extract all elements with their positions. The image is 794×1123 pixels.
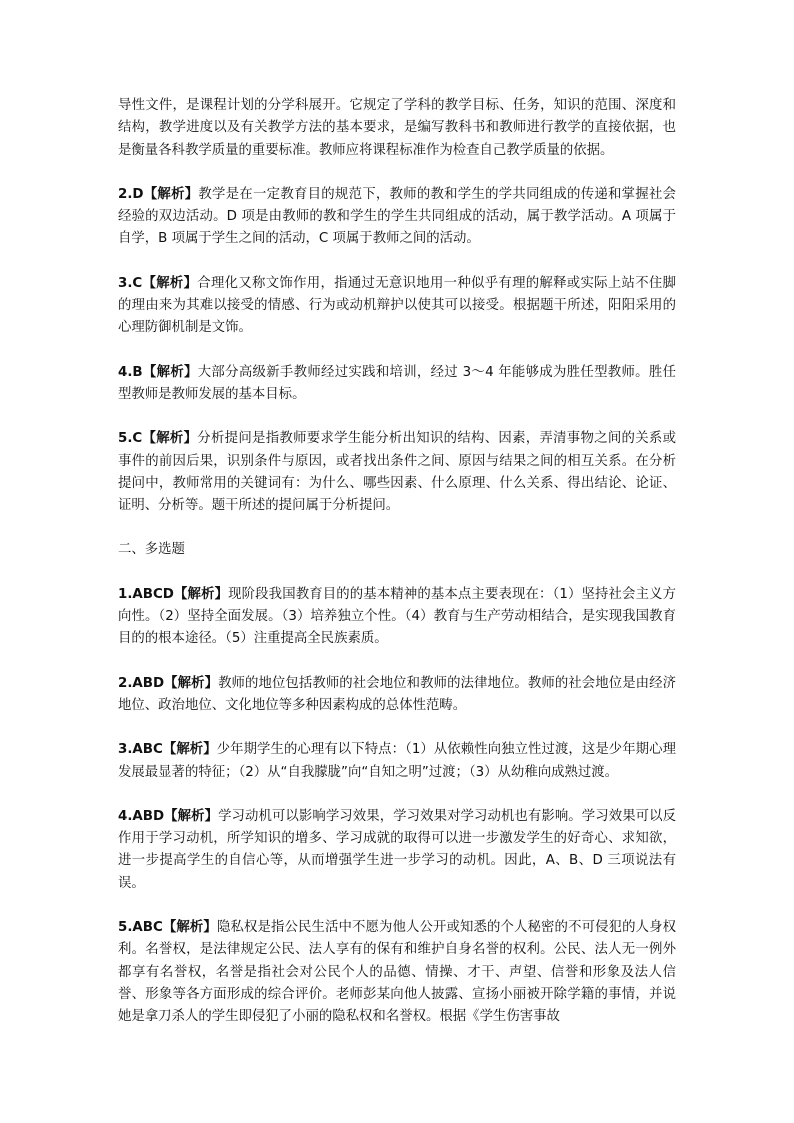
answer-paragraph [118, 584, 676, 651]
answer-text: 现阶段我国教育目的的基本精神的基本点主要表现在：（1）坚持社会主义方向性。（2）坚持全面发展。（3）培养独立个性。（4）教育与生产劳动相结合，是实现我国教育目的的根本途径。（5）注重提高全民族素质。 [118, 586, 676, 647]
answer-text: 学习动机可以影响学习效果，学习效果对学习动机也有影响。学习效果可以反作用于学习动机，所学知识的增多、学习成就的取得可以进一步激发学生的好奇心、求知欲，进一步提高学生的自信心等，从而增强学生进一步学习的动机。因此，A、B、D 三项说法有误。 [118, 808, 677, 891]
answer-paragraph [118, 673, 676, 718]
answer-key: 5.C【解析】 [118, 431, 198, 447]
answer-key: 4.B【解析】 [118, 364, 198, 380]
answer-key: 2.D【解析】 [118, 186, 199, 202]
answer-paragraph [118, 273, 676, 340]
answer-paragraph [118, 806, 676, 895]
answer-paragraph [118, 184, 676, 251]
answer-text: 大部分高级新手教师经过实践和培训，经过 3～4 年能够成为胜任型教师。胜任型教师是教师发展的基本目标。 [118, 364, 676, 402]
document-page [118, 95, 676, 1029]
answer-paragraph [118, 917, 676, 1028]
answer-text: 少年期学生的心理有以下特点：（1）从依赖性向独立性过渡，这是少年期心理发展最显著的特征；（2）从“自我朦胧”向“自知之明”过渡；（3）从幼稚向成熟过渡。 [118, 742, 676, 780]
answer-key: 1.ABCD【解析】 [118, 586, 229, 602]
answer-text: 分析提问是指教师要求学生能分析出知识的结构、因素，弄清事物之间的关系或事件的前因后果，识别条件与原因，或者找出条件之间、原因与结果之间的相互关系。在分析提问中，教师常用的关键词有：为什么、哪些因素、什么原理、什么关系、得出结论、论证、证明、分析等。题干所述的提问属于分析提问。 [118, 431, 677, 514]
answer-text: 隐私权是指公民生活中不愿为他人公开或知悉的个人秘密的不可侵犯的人身权利。名誉权，是法律规定公民、法人享有的保有和维护自身名誉的权利。公民、法人无一例外都享有名誉权，名誉是指社会对公民个人的品德、情操、才干、声望、信誉和形象及法人信誉、形象等各方面形成的综合评价。老师彭某向他人披露、宣扬小丽被开除学籍的事情，并说她是拿刀杀人的学生即侵犯了小丽的隐私权和名誉权。根据《学生伤害事故 [118, 920, 676, 1025]
answer-text: 导性文件，是课程计划的分学科展开。它规定了学科的教学目标、任务，知识的范围、深度和结构，教学进度以及有关教学方法的基本要求，是编写教科书和教师进行教学的直接依据，也是衡量各科教学质量的重要标准。教师应将课程标准作为检查自己教学质量的依据。 [118, 98, 676, 158]
answer-text: 教学是在一定教育目的规范下，教师的教和学生的学共同组成的传递和掌握社会经验的双边活动。D 项是由教师的教和学生的学生共同组成的活动，属于教学活动。A 项属于自学，B 项属于学生之间的活动，C 项属于教师之间的活动。 [118, 186, 676, 247]
answer-key: 2.ABD【解析】 [118, 675, 219, 691]
answer-key: 3.ABC【解析】 [118, 742, 217, 758]
answer-paragraph [118, 362, 676, 407]
answer-key: 5.ABC【解析】 [118, 920, 217, 936]
answer-key: 3.C【解析】 [118, 275, 198, 291]
answer-text: 教师的地位包括教师的社会地位和教师的法律地位。教师的社会地位是由经济地位、政治地位、文化地位等多种因素构成的总体性范畴。 [118, 675, 677, 713]
section-heading: 二、多选题 [118, 542, 185, 558]
answer-paragraph [118, 428, 676, 517]
answer-text: 合理化又称文饰作用，指通过无意识地用一种似乎有理的解释或实际上站不住脚的理由来为其难以接受的情感、行为或动机辩护以使其可以接受。根据题干所述，阳阳采用的心理防御机制是文饰。 [118, 275, 677, 336]
answer-paragraph [118, 739, 676, 784]
answer-key: 4.ABD【解析】 [118, 808, 219, 824]
answer-paragraph [118, 95, 676, 162]
